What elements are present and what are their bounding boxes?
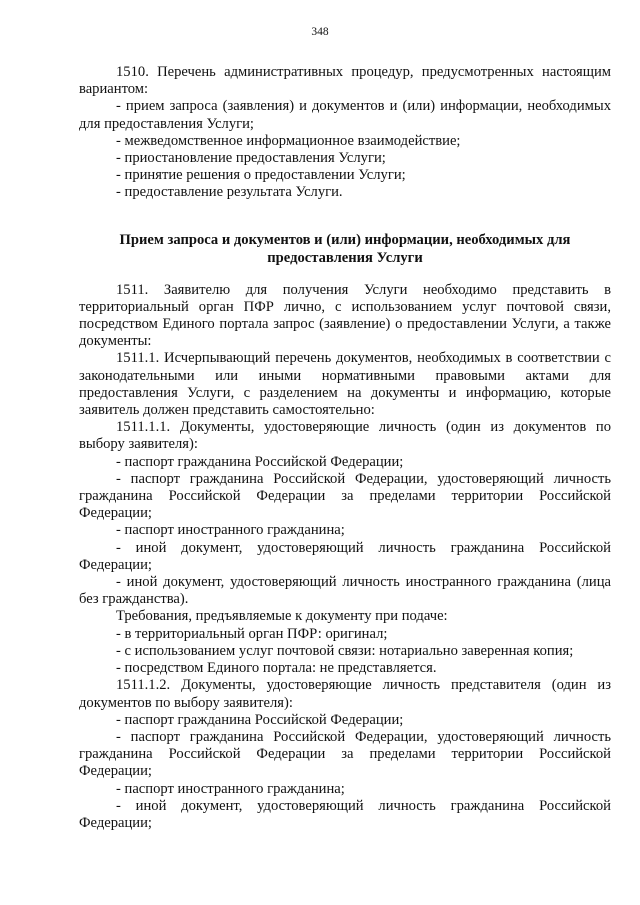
paragraph: 1511.1.1. Документы, удостоверяющие личность (один из документов по выбору заявителя):: [79, 419, 611, 453]
paragraph: 1511.1.2. Документы, удостоверяющие личность представителя (один из документов по выбору заявителя):: [79, 677, 611, 711]
list-item: - посредством Единого портала: не представляется.: [116, 660, 437, 677]
paragraph: 1511.1. Исчерпывающий перечень документов, необходимых в соответствии с законодательными или иными нормативными правовыми актами для предоставления Услуги, с разделением на документы и информацию, которые заявитель должен представить самостоятельно:: [79, 350, 611, 419]
list-item: - паспорт иностранного гражданина;: [116, 522, 345, 539]
list-item: - предоставление результата Услуги.: [116, 184, 343, 201]
list-item: - иной документ, удостоверяющий личность гражданина Российской Федерации;: [79, 539, 611, 573]
list-item: - паспорт гражданина Российской Федерации, удостоверяющий личность гражданина Российской Федерации за пределами территории Российской Федерации;: [79, 728, 611, 780]
list-item: - паспорт гражданина Российской Федерации, удостоверяющий личность гражданина Российской Федерации за пределами территории Российской Федерации;: [79, 470, 611, 522]
paragraph: Требования, предъявляемые к документу при подаче:: [116, 608, 448, 625]
list-item: - паспорт гражданина Российской Федерации;: [116, 453, 404, 470]
list-item: - иной документ, удостоверяющий личность гражданина Российской Федерации;: [79, 797, 611, 831]
paragraph: 1510. Перечень административных процедур, предусмотренных настоящим вариантом:: [79, 64, 611, 98]
list-item: - паспорт иностранного гражданина;: [116, 780, 345, 797]
list-item: - с использованием услуг почтовой связи: нотариально заверенная копия;: [116, 642, 574, 659]
list-item: - приостановление предоставления Услуги;: [116, 150, 386, 167]
list-item: - паспорт гражданина Российской Федерации;: [116, 711, 404, 728]
document-body: [79, 64, 611, 832]
list-item: - в территориальный орган ПФР: оригинал;: [116, 625, 388, 642]
list-item: - прием запроса (заявления) и документов и (или) информации, необходимых для предоставления Услуги;: [79, 98, 611, 132]
page-number: 348: [311, 26, 329, 38]
section-heading: Прием запроса и документов и (или) информации, необходимых для предоставления Услуги: [119, 231, 571, 266]
paragraph: 1511. Заявителю для получения Услуги необходимо представить в территориальный орган ПФР лично, с использованием услуг почтовой связи, посредством Единого портала запрос (заявление) о предоставлении Услуги, а также документы:: [79, 281, 611, 350]
list-item: - принятие решения о предоставлении Услуги;: [116, 167, 406, 184]
list-item: - межведомственное информационное взаимодействие;: [116, 132, 461, 149]
list-item: - иной документ, удостоверяющий личность иностранного гражданина (лица без гражданства).: [79, 574, 611, 608]
